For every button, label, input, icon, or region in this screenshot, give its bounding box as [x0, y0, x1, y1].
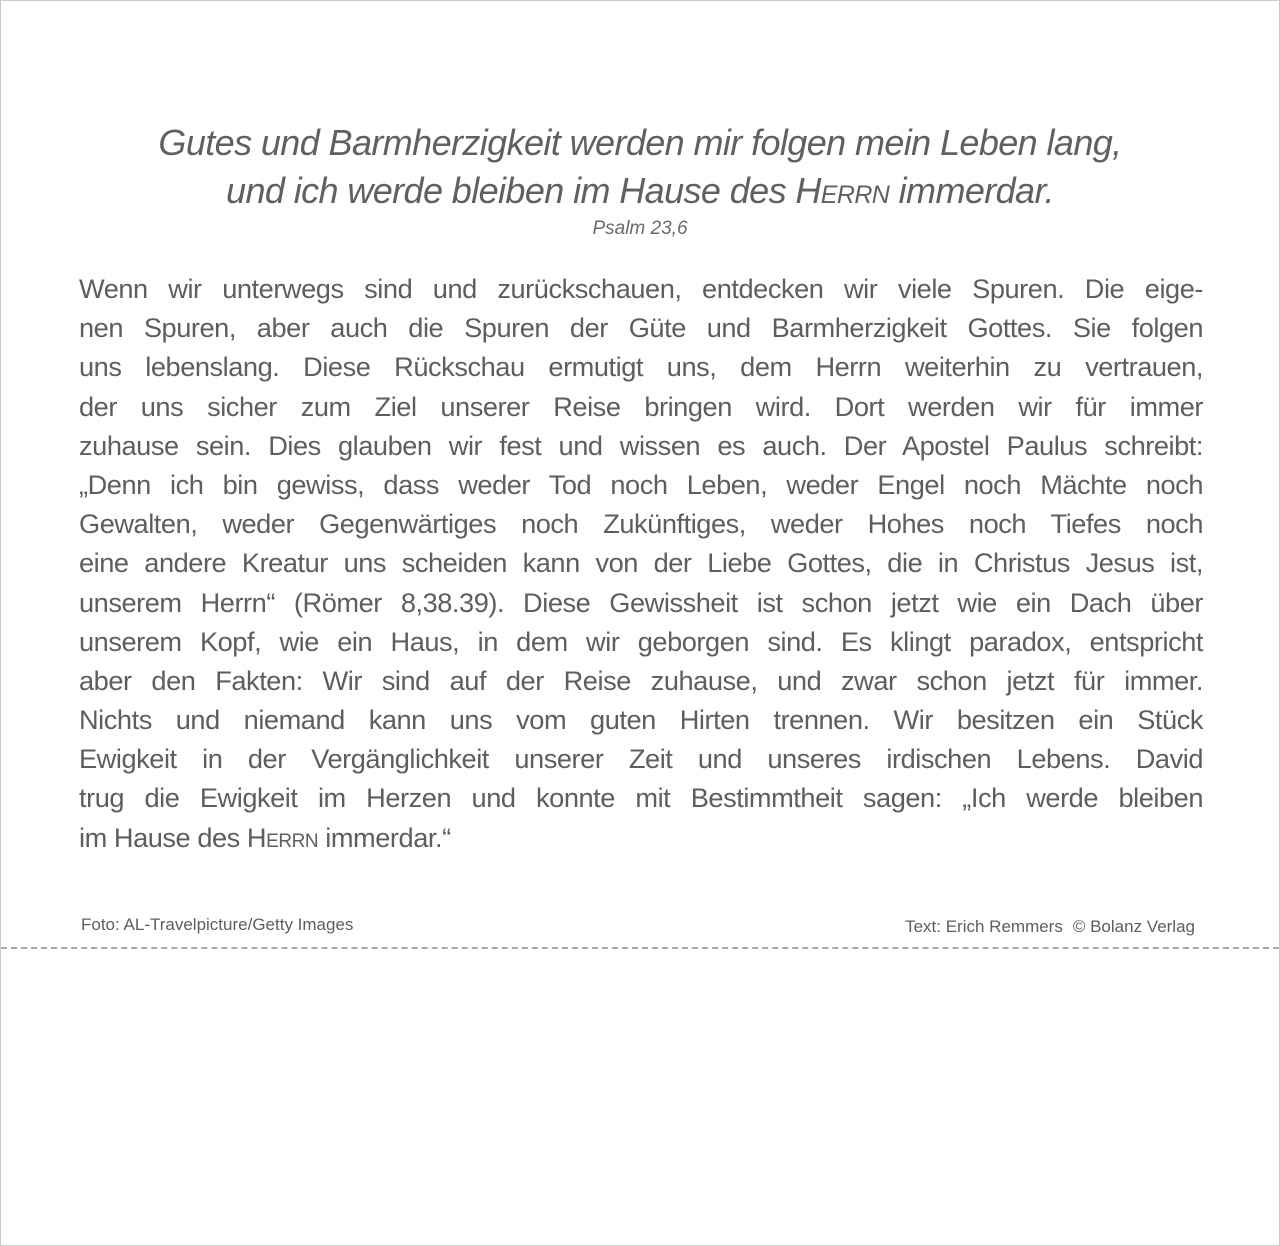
text-line: Ewigkeit in der Vergänglichkeit unserer Zeit und unseres irdischen Lebens. David [79, 743, 1203, 775]
text-line: nen Spuren, aber auch die Spuren der Güte und Barmherzigkeit Gottes. Sie folgen [79, 312, 1203, 344]
verse-line-2 [61, 167, 1219, 215]
text-line: „Denn ich bin gewiss, dass weder Tod noch Leben, weder Engel noch Mächte noch [79, 468, 1203, 500]
text-line-last [79, 818, 1203, 857]
perforation-line [1, 947, 1279, 949]
text-line: aber den Fakten: Wir sind auf der Reise zuhause, und zwar schon jetzt für immer. [79, 664, 1203, 696]
verse-reference: Psalm 23,6 [592, 218, 688, 239]
author-credit: Text: Erich Remmers [905, 917, 1063, 936]
text-credit-group [895, 917, 1195, 937]
text-line: der uns sicher zum Ziel unserer Reise bringen wird. Dort werden wir für immer [79, 390, 1203, 422]
text-line: unserem Kopf, wie ein Haus, in dem wir geborgen sind. Es klingt paradox, entspricht [79, 625, 1203, 657]
text-line: Nichts und niemand kann uns vom guten Hirten trennen. Wir besitzen ein Stück [79, 704, 1203, 736]
text-line: eine andere Kreatur uns scheiden kann von der Liebe Gottes, die in Christus Jesus ist, [79, 547, 1203, 579]
lord-word: Herrn [246, 821, 319, 853]
verse-line-1: Gutes und Barmherzigkeit werden mir folgen mein Leben lang, [158, 122, 1122, 163]
devotional-text [79, 269, 1203, 857]
text-line: zuhause sein. Dies glauben wir fest und wissen es auch. Der Apostel Paulus schreibt: [79, 429, 1203, 461]
text-line: uns lebenslang. Diese Rückschau ermutigt uns, dem Herrn weiterhin zu vertrauen, [79, 351, 1203, 383]
last-line-end: immerdar.“ [318, 821, 451, 853]
photo-credit: Foto: AL-Travelpicture/Getty Images [81, 915, 354, 934]
text-line: unserem Herrn“ (Römer 8,38.39). Diese Gewissheit ist schon jetzt wie ein Dach über [79, 586, 1203, 618]
bible-verse [61, 119, 1219, 215]
text-line: Wenn wir unterwegs sind und zurückschauen, entdecken wir viele Spuren. Die eige- [79, 273, 1203, 304]
verse-lord-word: Herrn [795, 170, 890, 211]
text-line: trug die Ewigkeit im Herzen und konnte mit Bestimmtheit sagen: „Ich werde bleiben [79, 782, 1203, 814]
verse-line-2-end: immerdar. [889, 170, 1054, 211]
last-line-start: im Hause des [79, 821, 247, 853]
publisher-credit: © Bolanz Verlag [1072, 917, 1195, 936]
verse-line-2-start: und ich werde bleiben im Hause des [226, 170, 796, 211]
text-line: Gewalten, weder Gegenwärtiges noch Zukünftiges, weder Hohes noch Tiefes noch [79, 508, 1203, 540]
